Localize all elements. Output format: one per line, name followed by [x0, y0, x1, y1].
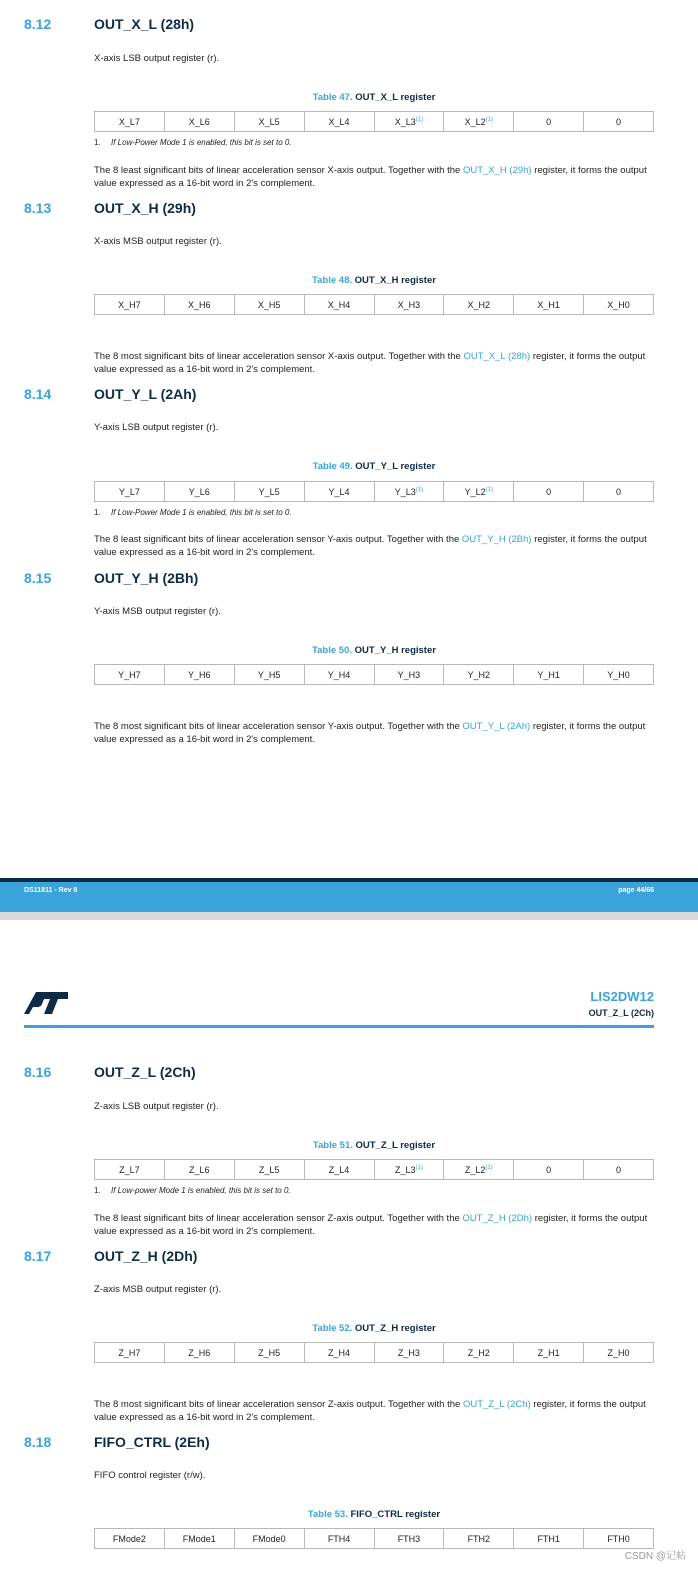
- table-number: Table 51.: [312, 1140, 353, 1151]
- table-number: Table 49.: [312, 461, 353, 472]
- table-number: Table 48.: [312, 275, 352, 286]
- table-name: OUT_X_L register: [355, 92, 436, 103]
- table-name: OUT_Z_L register: [355, 1140, 436, 1151]
- register-bit-cell: Y_L3$^{(1)}$: [374, 482, 444, 502]
- footnote-ref[interactable]: (1): [415, 1164, 423, 1171]
- register-bit-cell: Y_H1: [514, 665, 584, 685]
- table-row: [95, 1529, 654, 1549]
- register-bit-cell: Z_H1: [514, 1343, 584, 1363]
- section-title: OUT_Z_H (2Dh): [94, 1248, 198, 1264]
- register-bit-cell: Z_L6: [164, 1160, 234, 1180]
- register-bit-cell: FTH0: [584, 1529, 654, 1549]
- table-caption: [94, 92, 654, 103]
- section-number: 8.14: [24, 386, 52, 402]
- section-title: FIFO_CTRL (2Eh): [94, 1434, 210, 1450]
- register-bit-cell: Z_H7: [95, 1343, 165, 1363]
- section-paragraph: The 8 least significant bits of linear acceleration sensor Y-axis output. Together with the OUT_Y_H (2Bh) register, it forms the output value expressed as a 16-bit word in 2's complement.: [94, 534, 647, 558]
- register-link[interactable]: OUT_Y_H (2Bh): [461, 534, 532, 545]
- register-bit-cell: Y_H6: [164, 665, 234, 685]
- register-bit-cell: X_H4: [304, 295, 374, 315]
- register-bit-cell: 0: [514, 482, 584, 502]
- register-bit-cell: X_H6: [164, 295, 234, 315]
- register-bit-cell: 0: [584, 482, 654, 502]
- register-bit-cell: Y_H3: [374, 665, 444, 685]
- table-name: OUT_Z_H register: [354, 1323, 436, 1334]
- register-link[interactable]: OUT_Z_L (2Ch): [462, 1399, 531, 1410]
- section-paragraph: The 8 most significant bits of linear acceleration sensor Z-axis output. Together with the OUT_Z_L (2Ch) register, it forms the output value expressed as a 16-bit word in 2's complement.: [94, 1399, 646, 1423]
- table-row: [95, 1343, 654, 1363]
- table-caption: [94, 645, 654, 656]
- section-number: 8.15: [24, 570, 52, 586]
- page-gap: [0, 912, 698, 920]
- table-row: [95, 665, 654, 685]
- section-description: FIFO control register (r/w).: [94, 1470, 206, 1481]
- register-link[interactable]: OUT_X_H (29h): [462, 165, 532, 176]
- register-bit-cell: Z_H2: [444, 1343, 514, 1363]
- section-title: OUT_X_L (28h): [94, 16, 195, 32]
- document-id: DS11811 - Rev 8: [24, 887, 78, 894]
- register-bit-cell: FTH1: [514, 1529, 584, 1549]
- register-link[interactable]: OUT_X_L (28h): [463, 351, 531, 362]
- table-name: OUT_Y_L register: [355, 461, 436, 472]
- section-title: OUT_Y_H (2Bh): [94, 570, 199, 586]
- register-bit-cell: Z_H5: [234, 1343, 304, 1363]
- table-caption: [94, 1140, 654, 1151]
- register-bit-cell: X_L4: [304, 112, 374, 132]
- section-title: OUT_Y_L (2Ah): [94, 386, 197, 402]
- register-bit-cell: FMode2: [95, 1529, 165, 1549]
- section-paragraph: The 8 least significant bits of linear acceleration sensor X-axis output. Together with the OUT_X_H (29h) register, it forms the output value expressed as a 16-bit word in 2's complement.: [94, 165, 647, 189]
- register-table: [94, 294, 654, 315]
- register-table: [94, 111, 654, 132]
- register-bit-cell: Z_H3: [374, 1343, 444, 1363]
- footnote-ref[interactable]: (1): [415, 486, 424, 493]
- register-bit-cell: Y_L7: [95, 482, 165, 502]
- register-bit-cell: X_H2: [444, 295, 514, 315]
- register-bit-cell: X_L2$^{(1)}$: [444, 112, 514, 132]
- table-number: Table 50.: [312, 645, 352, 656]
- register-bit-cell: X_H0: [584, 295, 654, 315]
- section-number: 8.16: [24, 1064, 52, 1080]
- table-number: Table 47.: [312, 92, 353, 103]
- table-footnote: 1. If Low-Power Mode 1 is enabled, this bit is set to 0.: [94, 138, 292, 147]
- register-bit-cell: X_H7: [95, 295, 165, 315]
- table-caption: [94, 461, 654, 472]
- st-logo-icon: [24, 990, 68, 1016]
- footnote-ref[interactable]: (1): [485, 1164, 493, 1171]
- register-table: [94, 1528, 654, 1549]
- section-description: X-axis LSB output register (r).: [94, 53, 220, 64]
- section-description: Y-axis MSB output register (r).: [94, 606, 221, 617]
- watermark: CSDN @记帖: [624, 1551, 686, 1562]
- register-bit-cell: Y_L4: [304, 482, 374, 502]
- header-rule: [24, 1025, 654, 1028]
- register-bit-cell: Y_H2: [444, 665, 514, 685]
- register-bit-cell: FMode1: [164, 1529, 234, 1549]
- register-bit-cell: X_L6: [164, 112, 234, 132]
- register-bit-cell: Z_H6: [164, 1343, 234, 1363]
- table-caption: [94, 1323, 654, 1334]
- section-number: 8.17: [24, 1248, 52, 1264]
- register-bit-cell: Y_L2$^{(1)}$: [444, 482, 514, 502]
- register-bit-cell: Z_L5: [234, 1160, 304, 1180]
- register-bit-cell: 0: [584, 1160, 654, 1180]
- register-bit-cell: X_H5: [234, 295, 304, 315]
- register-link[interactable]: OUT_Y_L (2Ah): [462, 721, 531, 732]
- section-title: OUT_X_H (29h): [94, 200, 196, 216]
- register-bit-cell: X_L3$^{(1)}$: [374, 112, 444, 132]
- document-title: LIS2DW12: [590, 989, 654, 1004]
- register-bit-cell: Y_H0: [584, 665, 654, 685]
- register-bit-cell: FTH2: [444, 1529, 514, 1549]
- table-number: Table 52.: [312, 1323, 353, 1334]
- table-footnote: 1. If Low-Power Mode 1 is enabled, this bit is set to 0.: [94, 508, 292, 517]
- register-table: [94, 664, 654, 685]
- section-description: Y-axis LSB output register (r).: [94, 422, 219, 433]
- table-row: [95, 482, 654, 502]
- register-bit-cell: Y_H4: [304, 665, 374, 685]
- section-description: Z-axis MSB output register (r).: [94, 1284, 222, 1295]
- register-bit-cell: X_H1: [514, 295, 584, 315]
- register-bit-cell: 0: [514, 112, 584, 132]
- section-paragraph: The 8 most significant bits of linear acceleration sensor Y-axis output. Together with the OUT_Y_L (2Ah) register, it forms the output value expressed as a 16-bit word in 2's complement.: [94, 721, 646, 745]
- register-bit-cell: FTH4: [304, 1529, 374, 1549]
- register-bit-cell: FTH3: [374, 1529, 444, 1549]
- footnote-ref[interactable]: (1): [485, 486, 493, 493]
- register-bit-cell: Z_L7: [95, 1160, 165, 1180]
- section-number: 8.18: [24, 1434, 52, 1450]
- register-bit-cell: Z_L4: [304, 1160, 374, 1180]
- register-bit-cell: Z_L2$^{(1)}$: [444, 1160, 514, 1180]
- table-name: FIFO_CTRL register: [350, 1509, 441, 1520]
- register-bit-cell: Z_H0: [584, 1343, 654, 1363]
- register-bit-cell: Y_L6: [164, 482, 234, 502]
- register-table: [94, 481, 654, 502]
- table-number: Table 53.: [307, 1509, 348, 1520]
- table-caption: [94, 275, 654, 286]
- register-bit-cell: Y_H7: [95, 665, 165, 685]
- register-bit-cell: X_H3: [374, 295, 444, 315]
- footnote-ref[interactable]: (1): [415, 116, 424, 123]
- register-bit-cell: FMode0: [234, 1529, 304, 1549]
- register-bit-cell: 0: [584, 112, 654, 132]
- register-bit-cell: Z_H4: [304, 1343, 374, 1363]
- register-bit-cell: 0: [514, 1160, 584, 1180]
- register-table: [94, 1342, 654, 1363]
- table-row: [95, 112, 654, 132]
- table-footnote: 1. If Low-power Mode 1 is enabled, this bit is set to 0.: [94, 1186, 291, 1195]
- register-bit-cell: Y_H5: [234, 665, 304, 685]
- section-paragraph: The 8 most significant bits of linear acceleration sensor X-axis output. Together with the OUT_X_L (28h) register, it forms the output value expressed as a 16-bit word in 2's complement.: [94, 351, 646, 375]
- page-footer: [0, 882, 698, 912]
- table-caption: [94, 1509, 654, 1520]
- document-subtitle: OUT_Z_L (2Ch): [588, 1008, 654, 1018]
- section-paragraph: The 8 least significant bits of linear acceleration sensor Z-axis output. Together with the OUT_Z_H (2Dh) register, it forms the output value expressed as a 16-bit word in 2's complement.: [94, 1213, 648, 1237]
- section-description: X-axis MSB output register (r).: [94, 236, 222, 247]
- table-row: [95, 1160, 654, 1180]
- register-bit-cell: Z_L3$^{(1)}$: [374, 1160, 444, 1180]
- register-link[interactable]: OUT_Z_H (2Dh): [462, 1213, 533, 1224]
- table-name: OUT_X_H register: [354, 275, 436, 286]
- table-name: OUT_Y_H register: [354, 645, 436, 656]
- section-title: OUT_Z_L (2Ch): [94, 1064, 196, 1080]
- section-number: 8.13: [24, 200, 52, 216]
- table-row: [95, 295, 654, 315]
- register-bit-cell: Y_L5: [234, 482, 304, 502]
- register-table: [94, 1159, 654, 1180]
- section-description: Z-axis LSB output register (r).: [94, 1101, 219, 1112]
- section-number: 8.12: [24, 16, 52, 32]
- register-bit-cell: X_L5: [234, 112, 304, 132]
- register-bit-cell: X_L7: [95, 112, 165, 132]
- footnote-ref[interactable]: (1): [485, 116, 493, 123]
- page-number: page 44/66: [618, 887, 654, 894]
